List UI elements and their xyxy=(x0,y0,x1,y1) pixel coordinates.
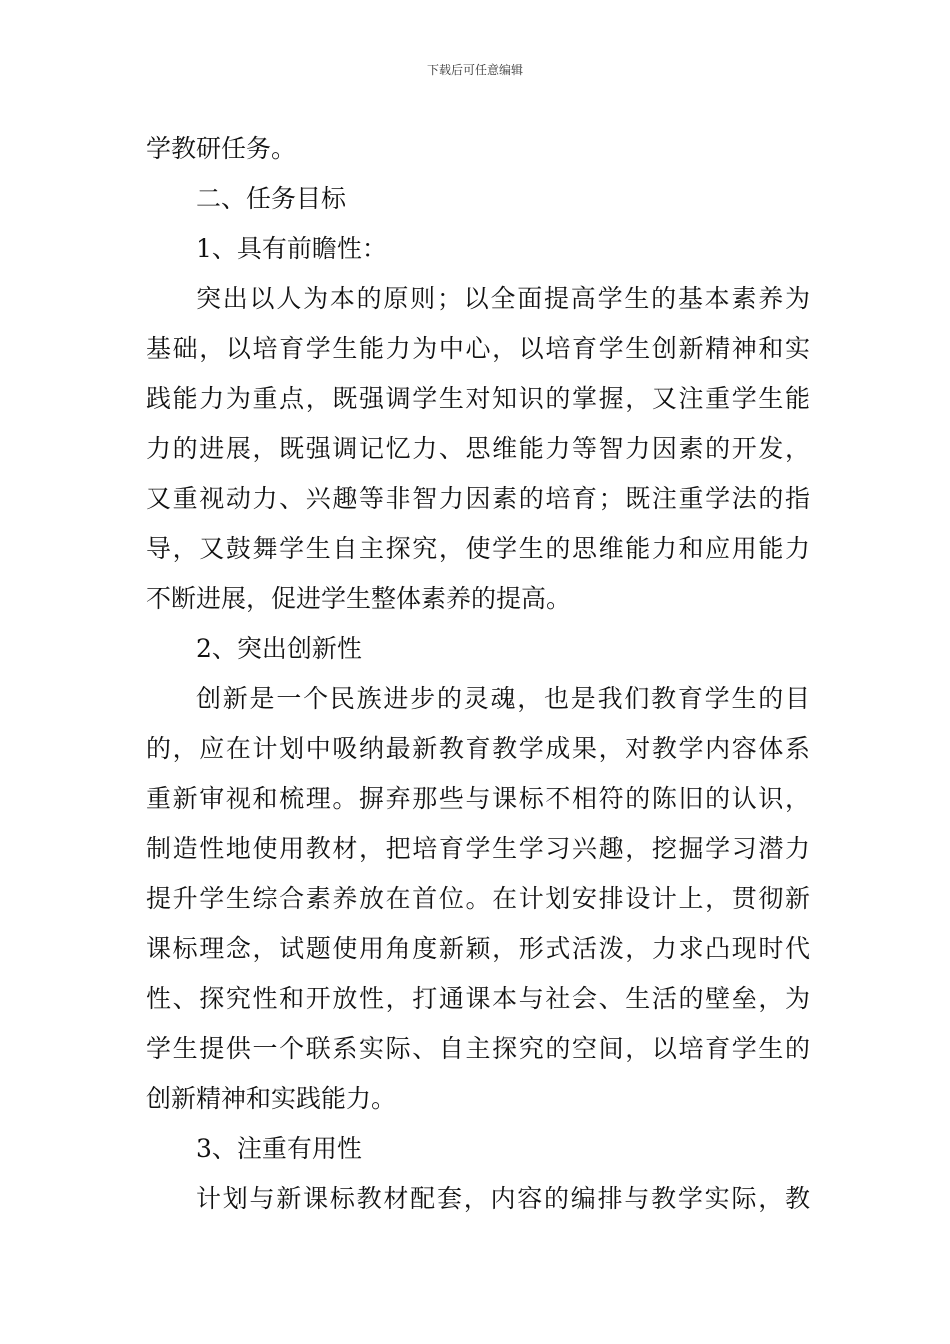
text-line: 突出以人为本的原则；以全面提高学生的基本素养为 xyxy=(196,284,810,313)
text-line: 又重视动力、兴趣等非智力因素的培育；既注重学法的指 xyxy=(146,484,810,513)
text-line: 不断进展，促进学生整体素养的提高。 xyxy=(146,584,572,613)
subsection-heading: 2、突出创新性 xyxy=(196,634,362,663)
text-line: 课标理念，试题使用角度新颖，形式活泼，力求凸现时代 xyxy=(146,934,810,963)
page-header: 下载后可任意编辑 xyxy=(426,63,523,77)
text-line: 学教研任务。 xyxy=(146,134,297,163)
section-heading: 二、任务目标 xyxy=(196,184,347,213)
text-line: 创新是一个民族进步的灵魂，也是我们教育学生的目 xyxy=(196,684,810,713)
subsection-heading: 3、注重有用性 xyxy=(196,1134,362,1163)
text-line: 学生提供一个联系实际、自主探究的空间，以培育学生的 xyxy=(146,1034,810,1063)
subsection-heading: 1、具有前瞻性： xyxy=(196,234,387,263)
text-line: 基础，以培育学生能力为中心，以培育学生创新精神和实 xyxy=(146,334,810,363)
text-line: 计划与新课标教材配套，内容的编排与教学实际，教 xyxy=(196,1184,810,1213)
text-line: 导，又鼓舞学生自主探究，使学生的思维能力和应用能力 xyxy=(146,534,810,563)
text-line: 践能力为重点，既强调学生对知识的掌握，又注重学生能 xyxy=(146,384,810,413)
text-line: 重新审视和梳理。摒弃那些与课标不相符的陈旧的认识， xyxy=(146,784,810,813)
body-text xyxy=(146,124,810,1224)
text-line: 性、探究性和开放性，打通课本与社会、生活的壁垒，为 xyxy=(146,984,810,1013)
text-line: 制造性地使用教材，把培育学生学习兴趣，挖掘学习潜力 xyxy=(146,834,810,863)
text-line: 提升学生综合素养放在首位。在计划安排设计上，贯彻新 xyxy=(146,884,810,913)
text-line: 的，应在计划中吸纳最新教育教学成果，对教学内容体系 xyxy=(146,734,810,763)
text-line: 创新精神和实践能力。 xyxy=(146,1084,397,1113)
text-line: 力的进展，既强调记忆力、思维能力等智力因素的开发， xyxy=(146,434,810,463)
